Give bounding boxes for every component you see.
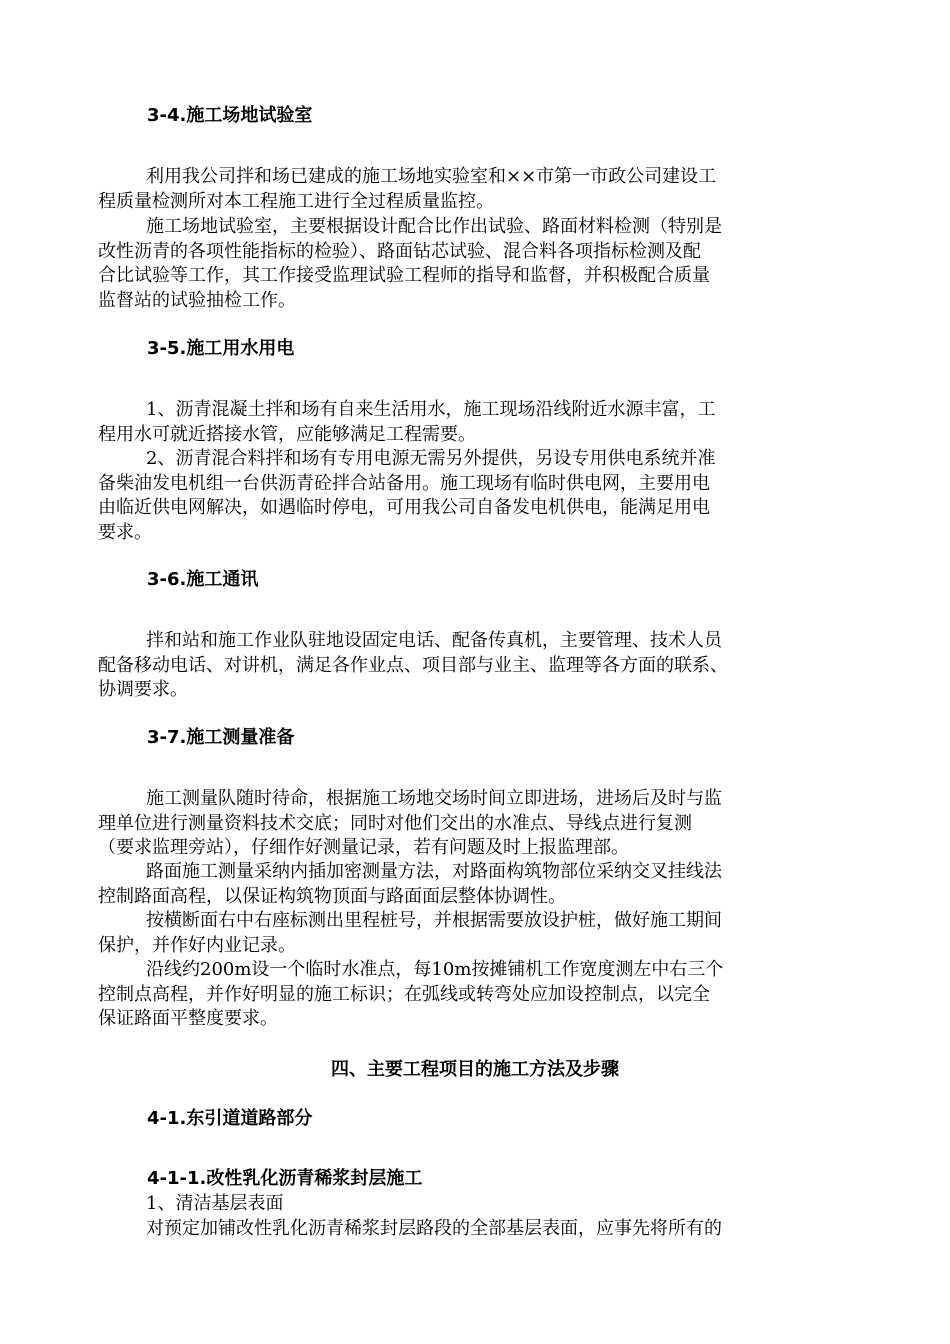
text-line: 要求。 [98, 521, 152, 543]
text-line: 2、沥青混合料拌和场有专用电源无需另外提供，另设专用供电系统并准 [146, 448, 716, 469]
paragraph-3-7-1 [98, 787, 862, 861]
text-line: 监督站的试验抽检工作。 [98, 289, 296, 311]
text-line: 1、沥青混凝土拌和场有自来生活用水，施工现场沿线附近水源丰富，工 [146, 399, 716, 420]
paragraph-3-4-2 [98, 215, 862, 313]
text-line: 程质量检测所对本工程施工进行全过程质量监控。 [98, 190, 494, 212]
text-line: 路面施工测量采纳内插加密测量方法，对路面构筑物部位采纳交叉挂线法 [146, 861, 722, 882]
text-line: 施工测量队随时待命，根据施工场地交场时间立即进场，进场后及时与监 [146, 788, 722, 809]
text-line: 控制路面高程，以保证构筑物顶面与路面面层整体协调性。 [98, 885, 566, 907]
text-line: 合比试验等工作，其工作接受监理试验工程师的指导和监督，并积极配合质量 [98, 265, 710, 286]
chapter-title: 四、主要工程项目的施工方法及步骤 [331, 1059, 619, 1080]
text-line: 按横断面右中右座标测出里程桩号，并根据需要放设护桩，做好施工期间 [146, 910, 722, 931]
paragraph-3-4-1 [98, 165, 862, 214]
text-line: 协调要求。 [98, 679, 188, 700]
text-line: 沿线约200m设一个临时水准点，每10m按摊铺机工作宽度测左中右三个 [146, 959, 724, 980]
text-line: 改性沥青的各项性能指标的检验）、路面钻芯试验、混合料各项指标检测及配 [98, 240, 701, 262]
paragraph-3-5-2 [98, 447, 862, 545]
text-line: 控制点高程，并作好明显的施工标识；在弧线或转弯处应加设控制点，以完全 [98, 983, 710, 1005]
text-line: 保证路面平整度要求。 [98, 1008, 278, 1029]
section-heading-3-5: 3-5.施工用水用电 [147, 338, 295, 359]
text-line: 施工场地试验室，主要根据设计配合比作出试验、路面材料检测（特别是 [146, 216, 722, 237]
text-line: 配备移动电话、对讲机，满足各作业点、项目部与业主、监理等各方面的联系、 [98, 654, 728, 676]
paragraph-3-5-1 [98, 398, 862, 447]
section-heading-3-6: 3-6.施工通讯 [147, 569, 259, 590]
item-title: 1、清洁基层表面 [146, 1193, 284, 1214]
text-line: 利用我公司拌和场已建成的施工场地实验室和××市第一市政公司建设工 [146, 166, 717, 187]
paragraph-4-1-1 [98, 1192, 862, 1241]
text-line: 备柴油发电机组一台供沥青砼拌合站备用。施工现场有临时供电网，主要用电 [98, 472, 710, 494]
section-heading-3-4: 3-4.施工场地试验室 [147, 105, 313, 126]
text-line: 拌和站和施工作业队驻地设固定电话、配备传真机，主要管理、技术人员 [146, 630, 722, 651]
text-line: 保护，并作好内业记录。 [98, 934, 296, 956]
sub-sub-heading-4-1-1: 4-1-1.改性乳化沥青稀浆封层施工 [147, 1168, 423, 1189]
text-line: 由临近供电网解决，如遇临时停电，可用我公司自备发电机供电，能满足用电 [98, 497, 710, 518]
paragraph-3-6-1 [98, 629, 862, 703]
text-line: 程用水可就近搭接水管，应能够满足工程需要。 [98, 423, 476, 445]
text-line: 理单位进行测量资料技术交底；同时对他们交出的水准点、导线点进行复测 [98, 812, 692, 834]
section-heading-3-7: 3-7.施工测量准备 [147, 727, 295, 748]
text-line: 对预定加铺改性乳化沥青稀浆封层路段的全部基层表面，应事先将所有的 [146, 1217, 722, 1239]
text-line: （要求监理旁站），仔细作好测量记录，若有问题及时上报监理部。 [98, 837, 629, 858]
paragraph-3-7-3 [98, 909, 862, 958]
paragraph-3-7-2 [98, 860, 862, 909]
sub-heading-4-1: 4-1.东引道道路部分 [147, 1108, 313, 1129]
paragraph-3-7-4 [98, 958, 862, 1032]
